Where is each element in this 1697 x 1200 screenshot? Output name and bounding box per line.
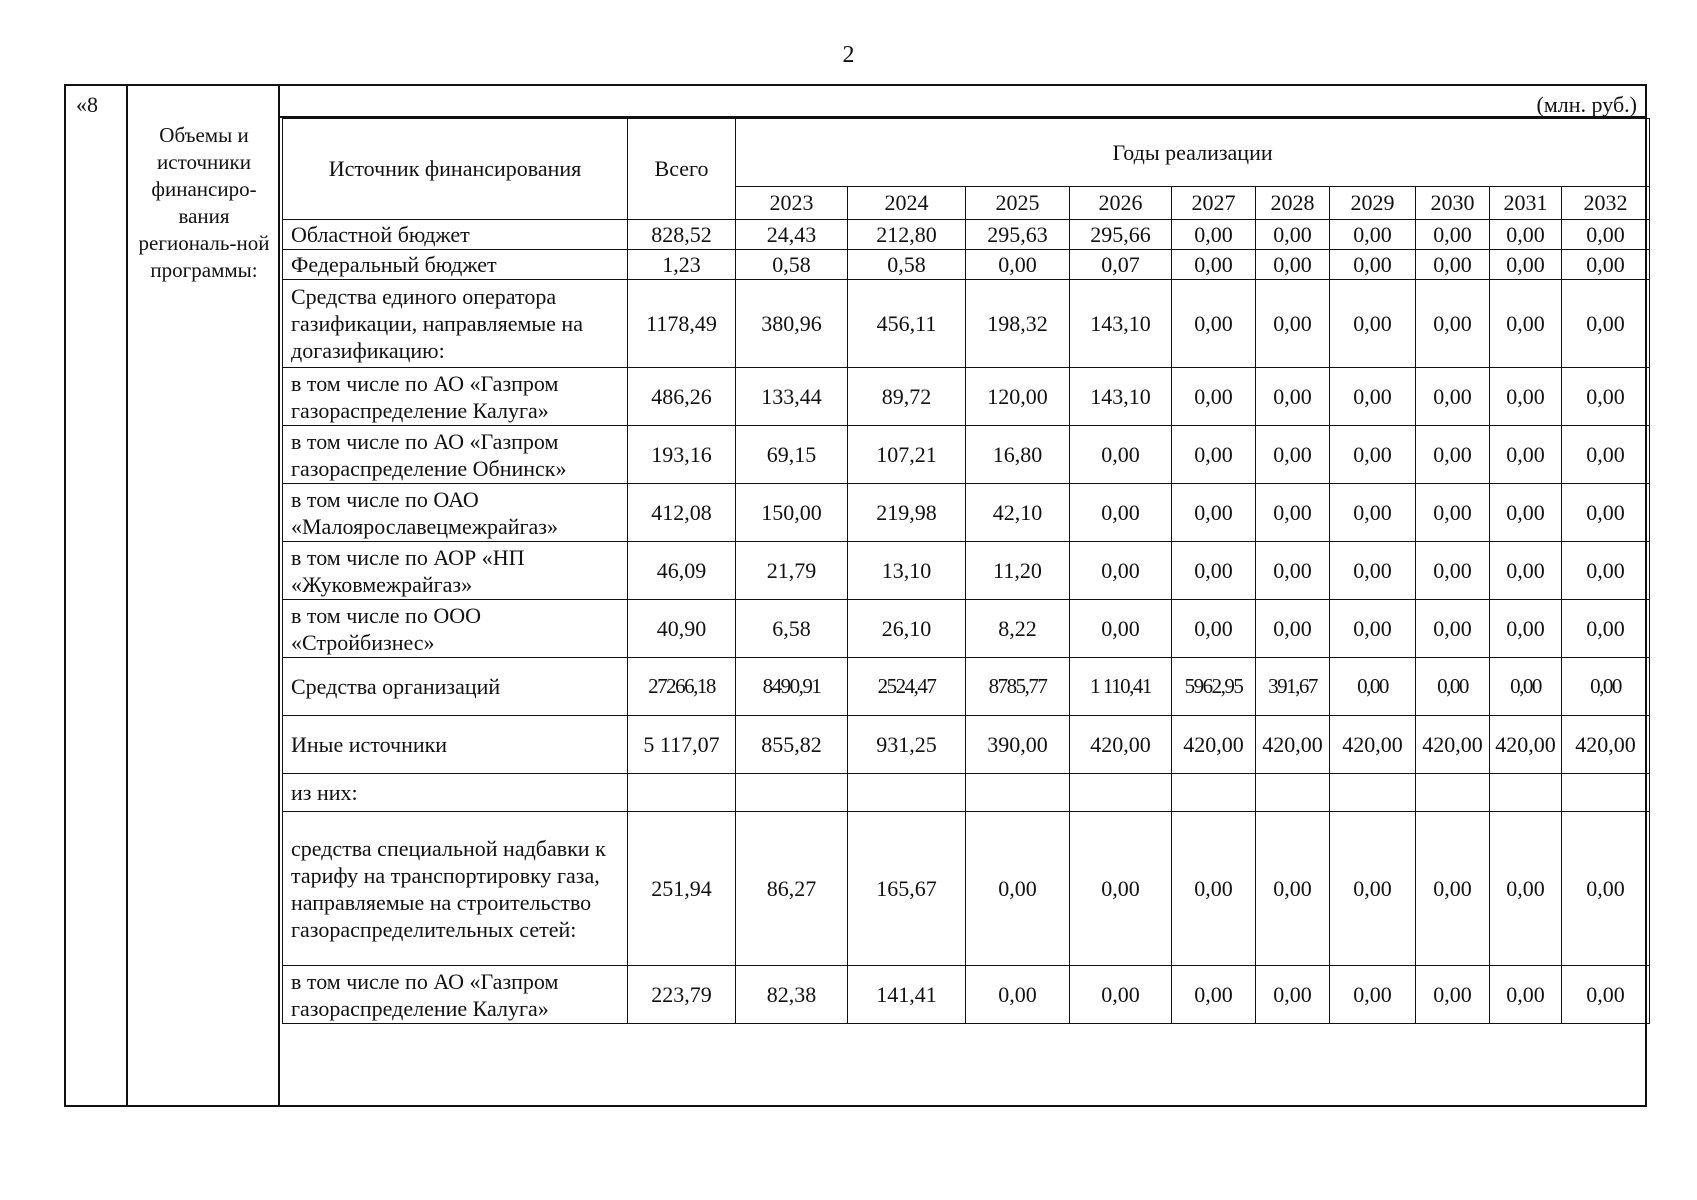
row-year-value: 0,00 [966, 966, 1070, 1024]
row-source-name: Федеральный бюджет [283, 250, 628, 280]
row-year-value: 0,00 [1490, 368, 1562, 426]
row-year-value: 165,67 [848, 812, 966, 966]
row-total-value: 46,09 [628, 542, 736, 600]
row-year-value: 0,00 [1490, 220, 1562, 250]
row-year-value: 6,58 [736, 600, 848, 658]
row-year-value: 0,00 [1070, 600, 1172, 658]
row-year-value: 0,07 [1070, 250, 1172, 280]
header-year: 2029 [1330, 187, 1416, 220]
table-row [283, 220, 1650, 250]
row-year-value: 24,43 [736, 220, 848, 250]
row-year-value [966, 774, 1070, 812]
row-year-value: 0,00 [1070, 426, 1172, 484]
table-row [283, 542, 1650, 600]
row-year-value: 141,41 [848, 966, 966, 1024]
row-source-name: из них: [283, 774, 628, 812]
table-row [283, 966, 1650, 1024]
row-year-value: 89,72 [848, 368, 966, 426]
table-row [283, 716, 1650, 774]
row-total-value: 40,90 [628, 600, 736, 658]
row-year-value [1330, 774, 1416, 812]
row-year-value: 26,10 [848, 600, 966, 658]
row-year-value: 420,00 [1070, 716, 1172, 774]
row-year-value: 0,00 [1330, 600, 1416, 658]
row-year-value: 0,00 [1330, 658, 1416, 716]
row-year-value: 0,00 [1562, 484, 1650, 542]
row-year-value: 1 110,41 [1070, 658, 1172, 716]
header-year: 2032 [1562, 187, 1650, 220]
row-source-name: в том числе по АОР «НП «Жуковмежрайгаз» [283, 542, 628, 600]
row-year-value: 8490,91 [736, 658, 848, 716]
row-total-value: 5 117,07 [628, 716, 736, 774]
row-year-value: 143,10 [1070, 280, 1172, 368]
row-year-value: 0,00 [1416, 220, 1490, 250]
row-year-value: 0,58 [736, 250, 848, 280]
row-year-value: 0,00 [1562, 368, 1650, 426]
row-year-value: 390,00 [966, 716, 1070, 774]
row-total-value: 486,26 [628, 368, 736, 426]
row-year-value: 931,25 [848, 716, 966, 774]
row-source-name: средства специальной надбавки к тарифу на транспортировку газа, направляемые на строительство газораспределительных сетей: [283, 812, 628, 966]
table-row [283, 774, 1650, 812]
row-year-value: 0,00 [1416, 426, 1490, 484]
row-year-value: 391,67 [1256, 658, 1330, 716]
row-total-value: 828,52 [628, 220, 736, 250]
row-year-value [1070, 774, 1172, 812]
row-total-value [628, 774, 736, 812]
row-year-value: 0,00 [1330, 966, 1416, 1024]
row-year-value: 0,00 [1172, 484, 1256, 542]
row-year-value: 0,00 [1172, 280, 1256, 368]
row-source-name: в том числе по АО «Газпром газораспределение Калуга» [283, 368, 628, 426]
row-year-value: 82,38 [736, 966, 848, 1024]
row-year-value: 107,21 [848, 426, 966, 484]
row-year-value: 0,00 [966, 250, 1070, 280]
row-year-value: 0,00 [1172, 368, 1256, 426]
row-year-value: 0,00 [1172, 542, 1256, 600]
row-year-value: 0,00 [1172, 812, 1256, 966]
row-year-value: 0,00 [1416, 658, 1490, 716]
row-year-value: 120,00 [966, 368, 1070, 426]
row-year-value: 0,00 [1330, 426, 1416, 484]
row-year-value: 198,32 [966, 280, 1070, 368]
row-year-value: 0,00 [1562, 220, 1650, 250]
row-source-name: в том числе по ОАО «Малоярославецмежрайгаз» [283, 484, 628, 542]
row-year-value: 0,00 [1172, 220, 1256, 250]
row-year-value: 0,00 [966, 812, 1070, 966]
row-year-value: 0,00 [1490, 484, 1562, 542]
row-year-value: 0,00 [1416, 600, 1490, 658]
header-year: 2031 [1490, 187, 1562, 220]
row-year-value: 0,00 [1256, 426, 1330, 484]
row-total-value: 193,16 [628, 426, 736, 484]
header-year: 2024 [848, 187, 966, 220]
row-year-value: 0,00 [1416, 542, 1490, 600]
row-year-value: 0,00 [1330, 368, 1416, 426]
row-year-value: 0,00 [1256, 250, 1330, 280]
row-year-value: 212,80 [848, 220, 966, 250]
row-year-value: 0,00 [1416, 484, 1490, 542]
row-year-value: 0,00 [1070, 542, 1172, 600]
row-year-value: 0,00 [1416, 812, 1490, 966]
row-year-value: 0,00 [1562, 250, 1650, 280]
row-total-value: 251,94 [628, 812, 736, 966]
row-year-value: 0,00 [1562, 542, 1650, 600]
row-year-value [1416, 774, 1490, 812]
row-year-value [1256, 774, 1330, 812]
row-year-value: 133,44 [736, 368, 848, 426]
row-year-value: 16,80 [966, 426, 1070, 484]
header-year: 2028 [1256, 187, 1330, 220]
row-year-value: 0,00 [1330, 484, 1416, 542]
row-year-value: 0,00 [1490, 426, 1562, 484]
row-year-value: 0,00 [1256, 966, 1330, 1024]
row-year-value: 86,27 [736, 812, 848, 966]
row-total-value: 1178,49 [628, 280, 736, 368]
row-year-value: 0,00 [1562, 658, 1650, 716]
row-year-value: 0,00 [1416, 368, 1490, 426]
row-year-value: 11,20 [966, 542, 1070, 600]
row-year-value: 0,00 [1172, 600, 1256, 658]
table-row [283, 250, 1650, 280]
row-year-value: 0,00 [1490, 542, 1562, 600]
row-year-value: 420,00 [1330, 716, 1416, 774]
row-year-value: 0,00 [1490, 812, 1562, 966]
row-year-value: 0,00 [1562, 600, 1650, 658]
row-year-value: 420,00 [1490, 716, 1562, 774]
row-year-value: 420,00 [1416, 716, 1490, 774]
header-year: 2026 [1070, 187, 1172, 220]
row-year-value: 0,00 [1490, 250, 1562, 280]
row-year-value: 0,00 [1172, 966, 1256, 1024]
column-divider [278, 86, 280, 1105]
row-year-value: 456,11 [848, 280, 966, 368]
row-year-value: 420,00 [1256, 716, 1330, 774]
table-row [283, 812, 1650, 966]
table-row [283, 658, 1650, 716]
row-year-value: 0,00 [1256, 542, 1330, 600]
row-year-value: 0,00 [1330, 812, 1416, 966]
row-year-value: 0,00 [1330, 220, 1416, 250]
row-year-value: 8785,77 [966, 658, 1070, 716]
row-year-value: 0,00 [1256, 280, 1330, 368]
row-year-value: 420,00 [1172, 716, 1256, 774]
row-total-value: 412,08 [628, 484, 736, 542]
units-label: (млн. руб.) [1536, 92, 1637, 117]
row-year-value: 855,82 [736, 716, 848, 774]
row-year-value: 295,63 [966, 220, 1070, 250]
table-row [283, 280, 1650, 368]
header-year: 2027 [1172, 187, 1256, 220]
header-years-group: Годы реализации [736, 119, 1650, 187]
row-year-value: 0,00 [1256, 220, 1330, 250]
row-year-value: 0,00 [1172, 426, 1256, 484]
row-year-value: 0,00 [1490, 966, 1562, 1024]
row-year-value: 0,00 [1330, 280, 1416, 368]
row-year-value: 0,00 [1562, 812, 1650, 966]
row-year-value [1490, 774, 1562, 812]
row-year-value: 0,00 [1490, 658, 1562, 716]
column-divider [126, 86, 128, 1105]
row-year-value: 295,66 [1070, 220, 1172, 250]
item-number: «8 [76, 92, 98, 117]
row-year-value: 0,00 [1416, 966, 1490, 1024]
row-year-value: 219,98 [848, 484, 966, 542]
header-year: 2025 [966, 187, 1070, 220]
passport-table-frame [64, 84, 1647, 1107]
row-year-value: 0,00 [1416, 280, 1490, 368]
row-year-value [1562, 774, 1650, 812]
row-year-value: 150,00 [736, 484, 848, 542]
row-year-value: 5962,95 [1172, 658, 1256, 716]
row-year-value: 143,10 [1070, 368, 1172, 426]
row-total-value: 223,79 [628, 966, 736, 1024]
row-year-value: 0,00 [1562, 426, 1650, 484]
row-source-name: Средства организаций [283, 658, 628, 716]
row-total-value: 1,23 [628, 250, 736, 280]
table-row [283, 600, 1650, 658]
row-year-value: 0,00 [1256, 484, 1330, 542]
row-year-value: 0,00 [1256, 812, 1330, 966]
row-year-value: 380,96 [736, 280, 848, 368]
table-row [283, 484, 1650, 542]
row-year-value: 0,00 [1256, 368, 1330, 426]
row-source-name: в том числе по АО «Газпром газораспределение Калуга» [283, 966, 628, 1024]
row-year-value: 0,00 [1416, 250, 1490, 280]
row-year-value: 0,00 [1070, 966, 1172, 1024]
row-source-name: Средства единого оператора газификации, направляемые на догазификацию: [283, 280, 628, 368]
row-year-value: 0,00 [1490, 280, 1562, 368]
row-year-value: 0,00 [1070, 484, 1172, 542]
row-total-value: 27266,18 [628, 658, 736, 716]
row-year-value: 2524,47 [848, 658, 966, 716]
row-year-value: 0,00 [1070, 812, 1172, 966]
row-year-value [1172, 774, 1256, 812]
row-year-value: 0,00 [1330, 542, 1416, 600]
row-year-value: 0,00 [1562, 280, 1650, 368]
row-source-name: Иные источники [283, 716, 628, 774]
row-year-value: 0,00 [1490, 600, 1562, 658]
header-total: Всего [628, 119, 736, 220]
row-year-value: 0,00 [1330, 250, 1416, 280]
financing-table [282, 118, 1650, 1024]
section-label: Объемы и источники финансиро-вания региональ-ной программы: [138, 123, 270, 282]
row-year-value: 420,00 [1562, 716, 1650, 774]
row-year-value: 8,22 [966, 600, 1070, 658]
row-source-name: в том числе по АО «Газпром газораспределение Обнинск» [283, 426, 628, 484]
row-year-value: 0,00 [1256, 600, 1330, 658]
row-source-name: в том числе по ООО «Стройбизнес» [283, 600, 628, 658]
row-year-value: 0,58 [848, 250, 966, 280]
row-year-value: 0,00 [1562, 966, 1650, 1024]
row-source-name: Областной бюджет [283, 220, 628, 250]
header-source: Источник финансирования [283, 119, 628, 220]
table-row [283, 426, 1650, 484]
row-year-value [848, 774, 966, 812]
row-year-value: 21,79 [736, 542, 848, 600]
header-year: 2030 [1416, 187, 1490, 220]
table-row [283, 368, 1650, 426]
header-year: 2023 [736, 187, 848, 220]
row-year-value: 13,10 [848, 542, 966, 600]
row-year-value: 69,15 [736, 426, 848, 484]
page-number: 2 [842, 42, 855, 68]
row-year-value: 0,00 [1172, 250, 1256, 280]
row-year-value [736, 774, 848, 812]
row-year-value: 42,10 [966, 484, 1070, 542]
